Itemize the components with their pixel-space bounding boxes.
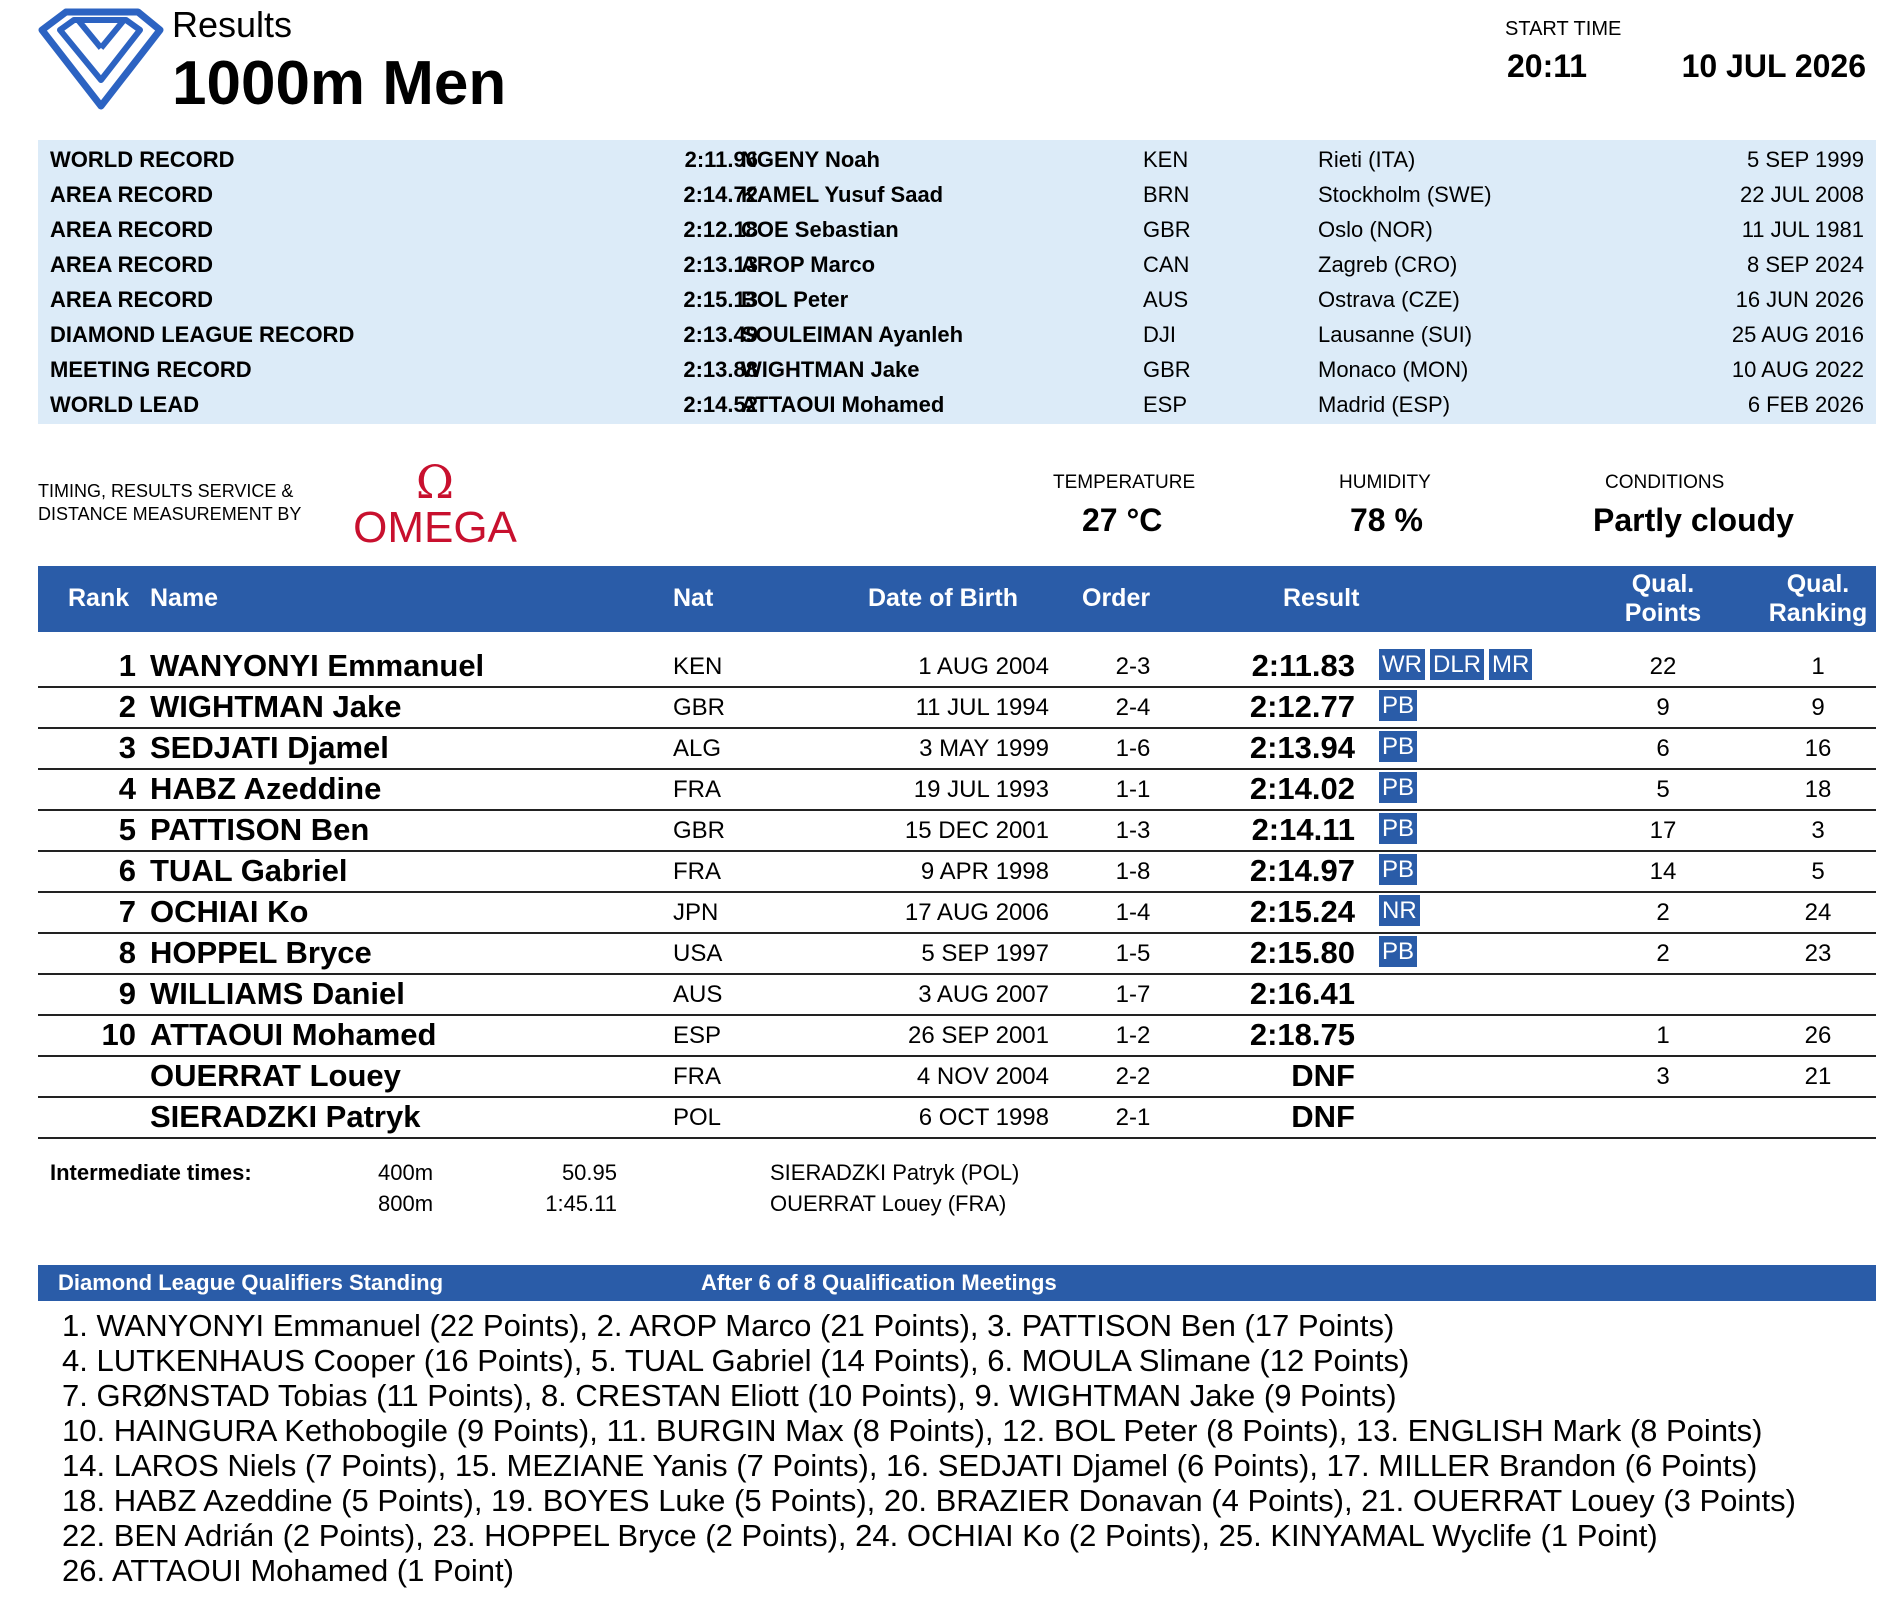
qual-points: 6 <box>1656 735 1670 762</box>
result-time: DNF <box>1291 1058 1355 1093</box>
record-badges <box>1379 813 1417 844</box>
record-type: WORLD LEAD <box>50 392 200 417</box>
record-date: 22 JUL 2008 <box>1740 182 1864 207</box>
record-type: MEETING RECORD <box>50 357 252 382</box>
record-date: 10 AUG 2022 <box>1731 357 1864 382</box>
result-rank: 7 <box>118 894 136 929</box>
record-type: WORLD RECORD <box>50 147 235 172</box>
temperature-label: TEMPERATURE <box>1053 472 1196 493</box>
record-place: Lausanne (SUI) <box>1318 322 1473 347</box>
athlete-name: OUERRAT Louey <box>150 1058 401 1093</box>
timing-credit <box>38 480 301 526</box>
result-time: 2:16.41 <box>1249 976 1355 1011</box>
result-rank: 3 <box>118 730 136 765</box>
result-row <box>38 1014 1876 1057</box>
svg-text:Ω: Ω <box>415 460 455 509</box>
record-row <box>38 317 1876 352</box>
record-row <box>38 352 1876 387</box>
result-time: 2:14.02 <box>1249 771 1355 806</box>
result-rank: 4 <box>118 771 136 806</box>
athlete-name: PATTISON Ben <box>150 812 370 847</box>
record-row <box>38 282 1876 317</box>
record-badges <box>1379 895 1420 926</box>
athlete-name: SIERADZKI Patryk <box>150 1099 421 1134</box>
record-row <box>38 177 1876 212</box>
start-order: 1-5 <box>1115 940 1151 967</box>
result-row <box>38 850 1876 893</box>
result-row <box>38 973 1876 1016</box>
record-place: Stockholm (SWE) <box>1318 182 1492 207</box>
record-badges <box>1379 936 1417 967</box>
start-order: 2-4 <box>1115 694 1151 721</box>
record-badge: DLR <box>1430 649 1484 680</box>
record-date: 6 FEB 2026 <box>1747 392 1864 417</box>
col-qual-ranking-line2: Ranking <box>1768 599 1868 627</box>
record-nat: BRN <box>1143 182 1190 207</box>
result-time: 2:15.24 <box>1249 894 1355 929</box>
qual-ranking: 23 <box>1804 940 1832 967</box>
record-type: AREA RECORD <box>50 182 213 207</box>
record-time: 2:13.13 <box>683 252 758 277</box>
intermediate-label: Intermediate times: <box>50 1160 252 1185</box>
standings-line: 14. LAROS Niels (7 Points), 15. MEZIANE Yanis (7 Points), 16. SEDJATI Djamel (6 Points), 17. MILLER Brandon (6 Points) <box>62 1448 1758 1483</box>
result-row <box>38 727 1876 770</box>
athlete-nat: KEN <box>673 653 723 680</box>
result-time: 2:18.75 <box>1249 1017 1355 1052</box>
temperature-value: 27 °C <box>1082 502 1163 538</box>
col-qual-ranking-line1: Qual. <box>1786 570 1850 598</box>
result-time: 2:11.83 <box>1251 648 1355 683</box>
result-rank: 2 <box>118 689 136 724</box>
standings-line: 7. GRØNSTAD Tobias (11 Points), 8. CRESTAN Eliott (10 Points), 9. WIGHTMAN Jake (9 Points) <box>62 1378 1397 1413</box>
split-athlete: OUERRAT Louey (FRA) <box>770 1191 1007 1216</box>
record-nat: GBR <box>1143 217 1191 242</box>
start-order: 1-6 <box>1115 735 1151 762</box>
record-place: Oslo (NOR) <box>1318 217 1433 242</box>
athlete-nat: ALG <box>673 735 722 762</box>
athlete-name: ATTAOUI Mohamed <box>150 1017 437 1052</box>
split-athlete: SIERADZKI Patryk (POL) <box>770 1160 1020 1185</box>
results-header <box>38 566 1876 632</box>
qual-ranking: 21 <box>1804 1063 1832 1090</box>
standings-line: 22. BEN Adrián (2 Points), 23. HOPPEL Bryce (2 Points), 24. OCHIAI Ko (2 Points), 25. KINYAMAL Wyclife (1 Point) <box>62 1518 1658 1553</box>
col-qual-ranking <box>1763 570 1873 628</box>
record-time: 2:12.18 <box>683 217 758 242</box>
athlete-name: HABZ Azeddine <box>150 771 382 806</box>
record-nat: DJI <box>1143 322 1176 347</box>
athlete-nat: JPN <box>673 899 719 926</box>
result-time: DNF <box>1291 1099 1355 1134</box>
start-time-label: START TIME <box>1505 18 1622 40</box>
record-badge: PB <box>1379 854 1417 885</box>
record-badge: NR <box>1379 895 1420 926</box>
col-name: Name <box>150 584 219 612</box>
qual-points: 3 <box>1656 1063 1670 1090</box>
athlete-name: WIGHTMAN Jake <box>150 689 402 724</box>
record-time: 2:13.88 <box>683 357 758 382</box>
record-badge: PB <box>1379 936 1417 967</box>
athlete-dob: 5 SEP 1997 <box>921 940 1049 967</box>
result-rank: 8 <box>118 935 136 970</box>
athlete-nat: GBR <box>673 817 726 844</box>
athlete-name: HOPPEL Bryce <box>150 935 372 970</box>
athlete-nat: FRA <box>673 776 721 803</box>
col-order: Order <box>1082 584 1151 612</box>
start-order: 1-7 <box>1115 981 1151 1008</box>
col-qual-points <box>1608 570 1718 628</box>
athlete-dob: 9 APR 1998 <box>920 858 1049 885</box>
record-holder: ATTAOUI Mohamed <box>741 392 945 417</box>
split-distance: 400m <box>378 1160 434 1185</box>
record-holder: SOULEIMAN Ayanleh <box>741 322 964 347</box>
qual-ranking: 16 <box>1804 735 1832 762</box>
athlete-dob: 26 SEP 2001 <box>907 1022 1049 1049</box>
page-title: 1000m Men <box>172 49 507 118</box>
record-type: DIAMOND LEAGUE RECORD <box>50 322 355 347</box>
record-row <box>38 212 1876 247</box>
record-type: AREA RECORD <box>50 287 213 312</box>
record-badges <box>1379 854 1417 885</box>
col-nat: Nat <box>673 584 714 612</box>
record-row <box>38 247 1876 282</box>
record-date: 5 SEP 1999 <box>1746 147 1864 172</box>
col-dob: Date of Birth <box>868 584 1018 612</box>
start-time: 20:11 <box>1507 48 1588 84</box>
start-order: 2-1 <box>1115 1104 1151 1131</box>
standings-line: 18. HABZ Azeddine (5 Points), 19. BOYES Luke (5 Points), 20. BRAZIER Donavan (4 Points), 21. OUERRAT Louey (3 Points) <box>62 1483 1796 1518</box>
athlete-name: SEDJATI Djamel <box>150 730 389 765</box>
record-badges <box>1379 731 1417 762</box>
humidity-value: 78 % <box>1350 502 1423 538</box>
record-nat: ESP <box>1143 392 1188 417</box>
result-row <box>38 1096 1876 1139</box>
start-order: 1-1 <box>1115 776 1151 803</box>
record-badge: MR <box>1489 649 1532 680</box>
qual-points: 22 <box>1649 653 1677 680</box>
qual-points: 1 <box>1656 1022 1670 1049</box>
record-place: Monaco (MON) <box>1318 357 1469 382</box>
record-date: 16 JUN 2026 <box>1735 287 1864 312</box>
conditions-value: Partly cloudy <box>1593 502 1794 538</box>
record-place: Ostrava (CZE) <box>1318 287 1460 312</box>
record-date: 11 JUL 1981 <box>1741 217 1864 242</box>
athlete-dob: 17 AUG 2006 <box>904 899 1049 926</box>
qual-ranking: 26 <box>1804 1022 1832 1049</box>
record-nat: CAN <box>1143 252 1190 277</box>
athlete-name: WILLIAMS Daniel <box>150 976 405 1011</box>
result-time: 2:14.11 <box>1251 812 1355 847</box>
record-nat: GBR <box>1143 357 1191 382</box>
humidity-label: HUMIDITY <box>1339 472 1431 493</box>
qual-ranking: 3 <box>1811 817 1825 844</box>
qual-ranking: 5 <box>1811 858 1825 885</box>
athlete-nat: AUS <box>673 981 723 1008</box>
athlete-dob: 15 DEC 2001 <box>904 817 1049 844</box>
result-row <box>38 932 1876 975</box>
record-badges <box>1379 772 1417 803</box>
record-date: 25 AUG 2016 <box>1731 322 1864 347</box>
athlete-dob: 4 NOV 2004 <box>916 1063 1049 1090</box>
record-badges <box>1379 690 1417 721</box>
record-time: 2:13.49 <box>683 322 758 347</box>
qual-ranking: 1 <box>1811 653 1825 680</box>
standings-header <box>38 1265 1876 1301</box>
standings-line: 4. LUTKENHAUS Cooper (16 Points), 5. TUAL Gabriel (14 Points), 6. MOULA Slimane (12 Points) <box>62 1343 1410 1378</box>
record-badge: PB <box>1379 690 1417 721</box>
result-rank: 1 <box>118 648 136 683</box>
result-rank: 10 <box>101 1017 136 1052</box>
qual-points: 17 <box>1649 817 1677 844</box>
standings-line: 10. HAINGURA Kethobogile (9 Points), 11. BURGIN Max (8 Points), 12. BOL Peter (8 Points), 13. ENGLISH Mark (8 Points) <box>62 1413 1763 1448</box>
qual-points: 14 <box>1649 858 1677 885</box>
svg-text:OMEGA: OMEGA <box>353 503 517 545</box>
col-qual-points-line1: Qual. <box>1631 570 1695 598</box>
record-holder: COE Sebastian <box>741 217 899 242</box>
qual-points: 2 <box>1656 940 1670 967</box>
standings-list <box>62 1308 1796 1588</box>
record-badge: WR <box>1379 649 1425 680</box>
result-row <box>38 686 1876 729</box>
athlete-dob: 6 OCT 1998 <box>918 1104 1049 1131</box>
athlete-nat: GBR <box>673 694 726 721</box>
record-type: AREA RECORD <box>50 217 213 242</box>
record-time: 2:15.13 <box>683 287 758 312</box>
col-rank: Rank <box>68 584 130 612</box>
qual-ranking: 24 <box>1804 899 1832 926</box>
athlete-name: WANYONYI Emmanuel <box>150 648 485 683</box>
start-order: 1-8 <box>1115 858 1151 885</box>
standings-subtitle: After 6 of 8 Qualification Meetings <box>701 1270 1057 1295</box>
start-order: 2-3 <box>1115 653 1151 680</box>
record-holder: BOL Peter <box>741 287 849 312</box>
standings-line: 26. ATTAOUI Mohamed (1 Point) <box>62 1553 514 1588</box>
athlete-name: OCHIAI Ko <box>150 894 309 929</box>
timing-credit-line2: DISTANCE MEASUREMENT BY <box>38 504 302 524</box>
record-time: 2:11.96 <box>684 147 758 172</box>
athlete-dob: 1 AUG 2004 <box>918 653 1049 680</box>
qual-points: 5 <box>1656 776 1670 803</box>
athlete-nat: ESP <box>673 1022 722 1049</box>
athlete-nat: FRA <box>673 858 721 885</box>
record-place: Zagreb (CRO) <box>1318 252 1458 277</box>
records-table <box>38 140 1876 424</box>
result-time: 2:12.77 <box>1249 689 1355 724</box>
record-badges <box>1379 649 1532 680</box>
result-time: 2:13.94 <box>1249 730 1355 765</box>
record-badge: PB <box>1379 731 1417 762</box>
athlete-nat: USA <box>673 940 723 967</box>
record-place: Rieti (ITA) <box>1318 147 1416 172</box>
record-date: 8 SEP 2024 <box>1746 252 1864 277</box>
result-rank: 6 <box>118 853 136 888</box>
athlete-nat: POL <box>673 1104 722 1131</box>
result-rank: 9 <box>118 976 136 1011</box>
athlete-dob: 3 AUG 2007 <box>918 981 1049 1008</box>
col-qual-points-line2: Points <box>1624 599 1702 627</box>
start-order: 1-3 <box>1115 817 1151 844</box>
start-order: 1-4 <box>1115 899 1151 926</box>
result-time: 2:14.97 <box>1249 853 1355 888</box>
event-date: 10 JUL 2026 <box>1681 48 1866 84</box>
qual-points: 2 <box>1656 899 1670 926</box>
record-time: 2:14.72 <box>683 182 758 207</box>
conditions-label: CONDITIONS <box>1605 472 1725 493</box>
result-row <box>38 809 1876 852</box>
start-order: 2-2 <box>1115 1063 1151 1090</box>
qual-ranking: 9 <box>1811 694 1825 721</box>
split-time: 1:45.11 <box>545 1191 617 1216</box>
record-holder: KAMEL Yusuf Saad <box>741 182 944 207</box>
record-badge: PB <box>1379 813 1417 844</box>
athlete-dob: 19 JUL 1993 <box>913 776 1049 803</box>
diamond-league-logo <box>38 8 164 112</box>
result-row <box>38 1055 1876 1098</box>
athlete-dob: 3 MAY 1999 <box>919 735 1049 762</box>
athlete-dob: 11 JUL 1994 <box>915 694 1049 721</box>
record-holder: WIGHTMAN Jake <box>741 357 920 382</box>
record-nat: KEN <box>1143 147 1189 172</box>
record-time: 2:14.52 <box>683 392 758 417</box>
record-type: AREA RECORD <box>50 252 213 277</box>
timing-credit-line1: TIMING, RESULTS SERVICE & <box>38 481 294 501</box>
result-rank: 5 <box>118 812 136 847</box>
standings-title: Diamond League Qualifiers Standing <box>58 1270 444 1295</box>
qual-ranking: 18 <box>1804 776 1832 803</box>
record-holder: AROP Marco <box>741 252 876 277</box>
omega-logo <box>340 460 530 545</box>
page-subtitle: Results <box>172 4 293 45</box>
athlete-nat: FRA <box>673 1063 721 1090</box>
record-row <box>38 387 1876 422</box>
record-holder: NGENY Noah <box>741 147 880 172</box>
record-badge: PB <box>1379 772 1417 803</box>
record-row <box>38 142 1876 177</box>
result-row <box>38 768 1876 811</box>
record-nat: AUS <box>1143 287 1189 312</box>
record-place: Madrid (ESP) <box>1318 392 1451 417</box>
col-result: Result <box>1283 584 1360 612</box>
split-time: 50.95 <box>561 1160 617 1185</box>
athlete-name: TUAL Gabriel <box>150 853 348 888</box>
split-distance: 800m <box>378 1191 434 1216</box>
result-row <box>38 891 1876 934</box>
result-time: 2:15.80 <box>1249 935 1355 970</box>
result-row <box>38 645 1876 688</box>
standings-line: 1. WANYONYI Emmanuel (22 Points), 2. AROP Marco (21 Points), 3. PATTISON Ben (17 Points) <box>62 1308 1395 1343</box>
qual-points: 9 <box>1656 694 1670 721</box>
start-order: 1-2 <box>1115 1022 1151 1049</box>
